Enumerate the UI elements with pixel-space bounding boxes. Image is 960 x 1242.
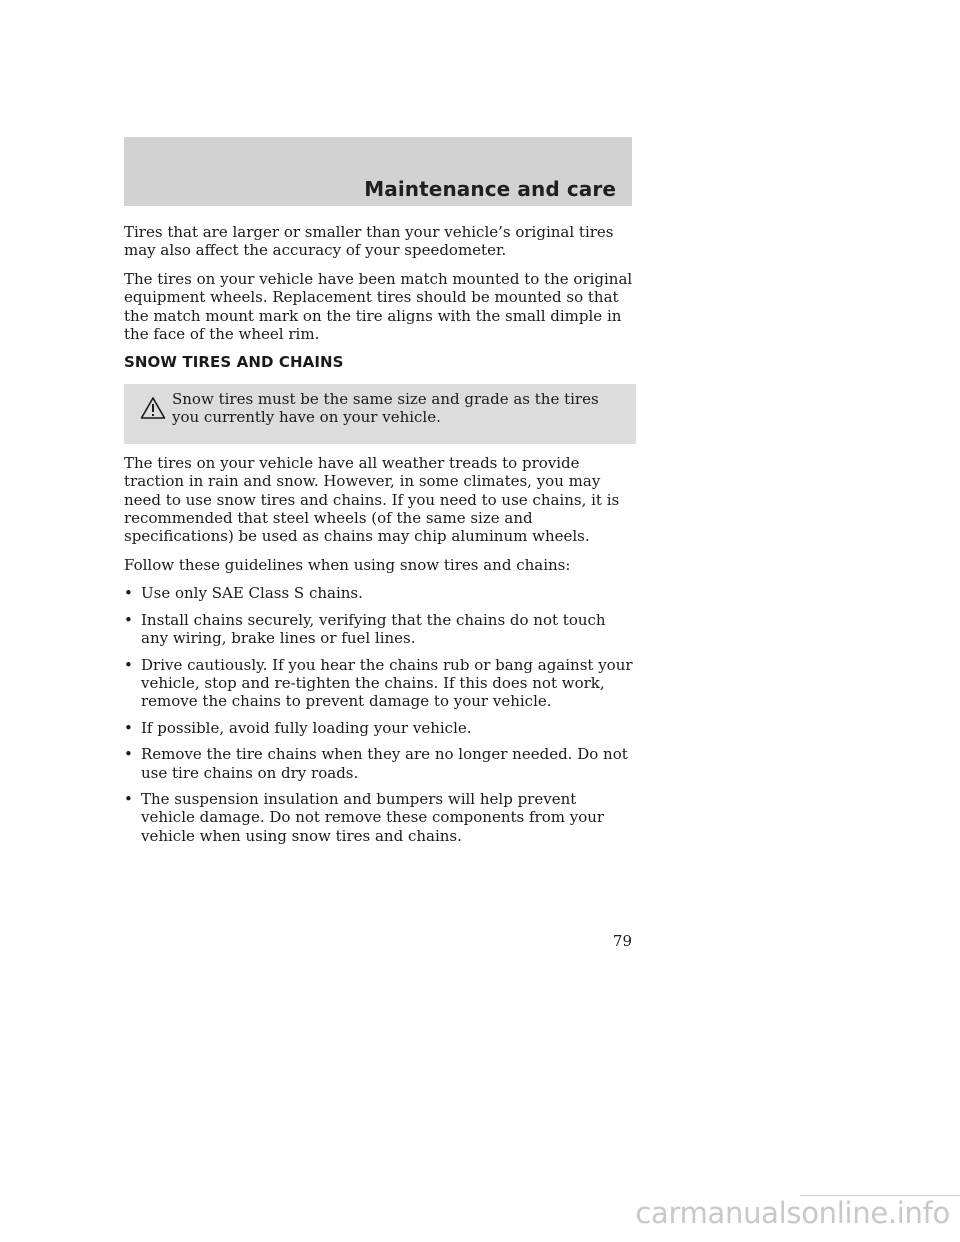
list-item-text: Install chains securely, verifying that the chains do not touch any wiring, brake lines or fuel lines. xyxy=(141,610,606,648)
list-item-text: Remove the tire chains when they are no longer needed. Do not use tire chains on dry roads. xyxy=(141,745,628,782)
bullet-icon: • xyxy=(124,718,133,737)
guidelines-list xyxy=(124,584,634,845)
warning-triangle-icon xyxy=(140,396,166,420)
body-paragraph-2: Follow these guidelines when using snow tires and chains: xyxy=(124,555,571,574)
list-item-text: If possible, avoid fully loading your vehicle. xyxy=(141,718,472,737)
list-item-text: The suspension insulation and bumpers will help prevent vehicle damage. Do not remove these components from your vehicle when using snow tires and chains. xyxy=(141,789,605,845)
watermark-link[interactable]: carmanualsonline.info xyxy=(635,1196,950,1230)
bullet-icon: • xyxy=(124,610,133,629)
list-item xyxy=(124,790,634,845)
list-item-text: Use only SAE Class S chains. xyxy=(141,584,363,603)
page-content xyxy=(124,223,634,853)
list-item xyxy=(124,745,634,782)
list-item xyxy=(124,584,634,602)
body-paragraph-1: The tires on your vehicle have all weather treads to provide traction in rain and snow. However, in some climates, you may need to use snow tires and chains. If you need to use chains, it is recommended that steel wheels (of the same size and specifications) be used as chains may chip aluminum wheels. xyxy=(124,453,620,546)
list-item-text: Drive cautiously. If you hear the chains rub or bang against your vehicle, stop and re-tighten the chains. If this does not work, remove the chains to prevent damage to your vehicle. xyxy=(141,655,633,711)
page-number: 79 xyxy=(612,932,632,950)
bullet-icon: • xyxy=(124,584,133,603)
list-item xyxy=(124,719,634,737)
section-title: Maintenance and care xyxy=(364,177,616,201)
warning-callout xyxy=(124,384,636,444)
warning-text: Snow tires must be the same size and grade as the tires you currently have on your vehicle. xyxy=(172,389,599,427)
section-heading: SNOW TIRES AND CHAINS xyxy=(124,353,344,372)
intro-paragraph-2: The tires on your vehicle have been match mounted to the original equipment wheels. Replacement tires should be mounted so that the match mount mark on the tire aligns with the small dimple in the face of the wheel rim. xyxy=(124,269,633,344)
intro-paragraph-1: Tires that are larger or smaller than your vehicle’s original tires may also affect the accuracy of your speedometer. xyxy=(124,223,614,260)
list-item xyxy=(124,656,634,711)
bullet-icon: • xyxy=(124,745,133,764)
section-header-bar xyxy=(124,137,632,206)
bullet-icon: • xyxy=(124,655,133,674)
bullet-icon: • xyxy=(124,789,133,808)
list-item xyxy=(124,611,634,648)
